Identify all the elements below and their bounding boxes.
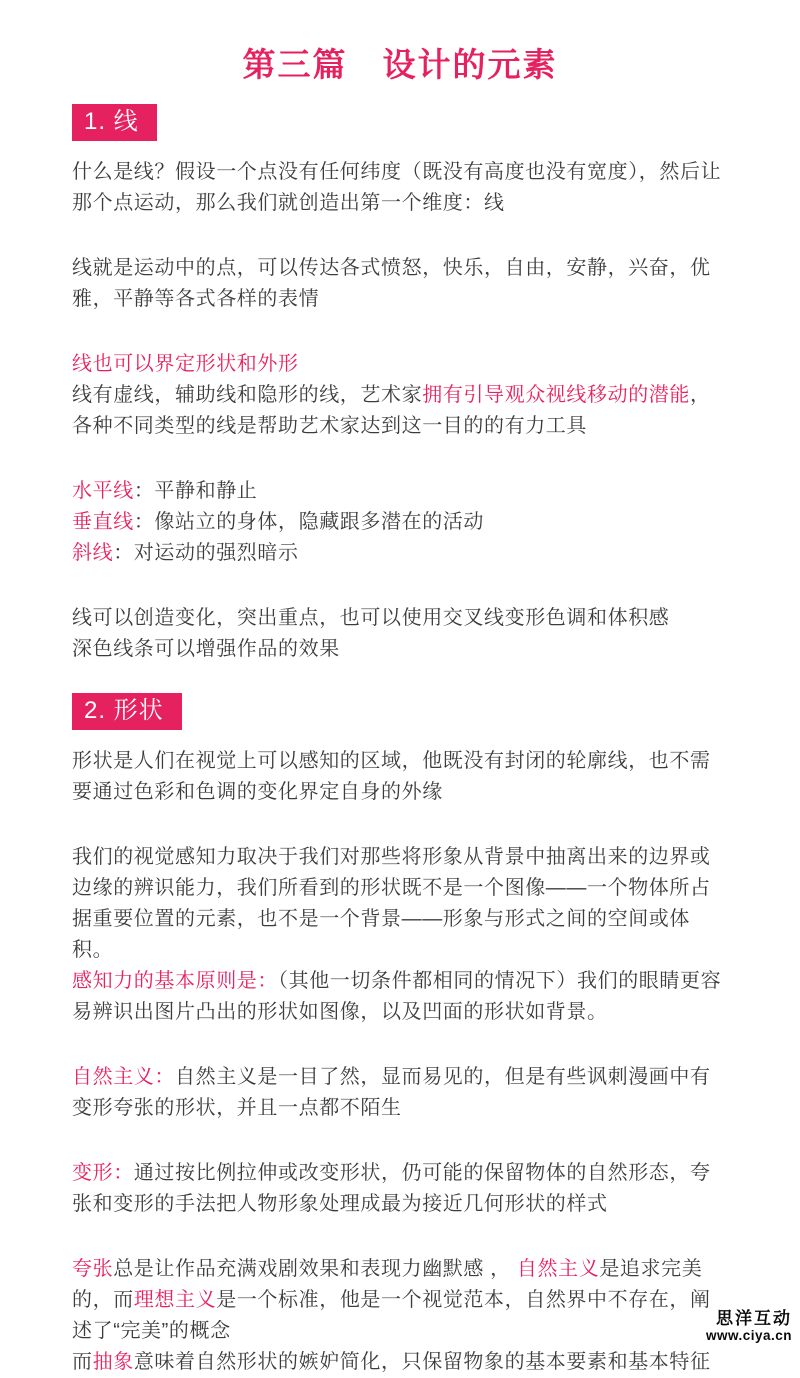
- text-segment: 深色线条可以增强作品的效果: [72, 638, 340, 660]
- paragraph: [72, 842, 728, 966]
- text-segment: 是追求完美的，而: [72, 1258, 703, 1311]
- text-segment: 通过按比例拉伸或改变形状，仍可能的保留物体的自然形态，夸张和变形的手法把人物形象处理成最为接近几何形状的样式: [72, 1162, 711, 1215]
- section-badge: 1. 线: [72, 104, 157, 141]
- paragraph: [72, 603, 728, 634]
- text-segment: ：像站立的身体，隐藏跟多潜在的活动: [133, 511, 485, 533]
- highlight-text: 线也可以界定形状和外形: [72, 353, 299, 375]
- text-segment: 形状是人们在视觉上可以感知的区域，他既没有封闭的轮廓线，也不需要通过色彩和色调的变化界定自身的外缘: [72, 750, 711, 803]
- paragraph: [72, 746, 728, 808]
- text-segment: 自然主义是一目了然，显而易见的，但是有些讽刺漫画中有变形夸张的形状，并且一点都不陌生: [72, 1066, 711, 1119]
- section: [72, 86, 728, 665]
- paragraph: [72, 380, 728, 442]
- paragraph: [72, 507, 728, 538]
- highlight-text: 抽象: [92, 1351, 134, 1373]
- paragraph: [72, 1158, 728, 1220]
- paragraph: [72, 253, 728, 315]
- section: [72, 665, 728, 1378]
- page-title: 第三篇 设计的元素: [242, 46, 558, 83]
- text-segment: 线可以创造变化，突出重点，也可以使用交叉线变形色调和体积感: [72, 607, 670, 629]
- section-badge-row: [72, 86, 728, 141]
- highlight-text: 拥有引导观众视线移动的潜能: [422, 384, 691, 406]
- highlight-text: 垂直线: [72, 511, 134, 533]
- watermark-url: www.ciya.cn: [705, 1328, 792, 1344]
- highlight-text: 斜线: [72, 542, 114, 564]
- text-segment: 意味着自然形状的嫉妒简化，只保留物象的基本要素和基本特征: [133, 1351, 711, 1373]
- highlight-text: 自然主义：: [72, 1066, 175, 1088]
- text-segment: 我们的视觉感知力取决于我们对那些将形象从背景中抽离出来的边界或边缘的辨识能力，我们所看到的形状既不是一个图像——一个物体所占据重要位置的元素，也不是一个背景——形象与形式之间的空间或体积。: [72, 846, 711, 961]
- paragraph: [72, 349, 728, 380]
- paragraph: [72, 1062, 728, 1124]
- text-segment: ：平静和静止: [133, 480, 258, 502]
- watermark: [706, 1309, 792, 1344]
- highlight-text: 自然主义: [516, 1258, 600, 1280]
- document-content: [72, 86, 728, 1378]
- paragraph: [72, 634, 728, 665]
- text-segment: （其他一切条件都相同的情况下）我们的眼睛更容易辨识出图片凸出的形状如图像，以及凹面的形状如背景。: [72, 970, 722, 1023]
- highlight-text: 水平线: [72, 480, 134, 502]
- text-segment: 而: [72, 1351, 93, 1373]
- text-segment: 是一个标准，他是一个视觉范本，自然界中不存在，阐述了“完美”的概念: [72, 1289, 711, 1342]
- text-segment: 总是让作品充满戏剧效果和表现力幽默感 ，: [113, 1258, 517, 1280]
- text-segment: 线就是运动中的点，可以传达各式愤怒，快乐，自由，安静，兴奋，优雅，平静等各式各样的表情: [72, 257, 711, 310]
- paragraph: [72, 476, 728, 507]
- paragraph: [72, 966, 728, 1028]
- paragraph: [72, 538, 728, 569]
- text-segment: 什么是线？假设一个点没有任何纬度（既没有高度也没有宽度），然后让那个点运动，那么我们就创造出第一个维度：线: [72, 161, 722, 214]
- paragraph: [72, 1347, 728, 1378]
- highlight-text: 理想主义: [133, 1289, 217, 1311]
- highlight-text: 感知力的基本原则是：: [72, 970, 278, 992]
- watermark-brand: 思洋互动: [716, 1308, 792, 1328]
- paragraph: [72, 157, 728, 219]
- text-segment: ：对运动的强烈暗示: [113, 542, 299, 564]
- highlight-text: 变形：: [72, 1162, 134, 1184]
- paragraph: [72, 1254, 728, 1347]
- section-badge: 2. 形状: [72, 693, 182, 730]
- text-segment: 线有虚线，辅助线和隐形的线，艺术家: [72, 384, 423, 406]
- section-badge-row: [72, 665, 728, 730]
- highlight-text: 夸张: [72, 1258, 114, 1280]
- text-segment: ，各种不同类型的线是帮助艺术家达到这一目的的有力工具: [72, 384, 711, 437]
